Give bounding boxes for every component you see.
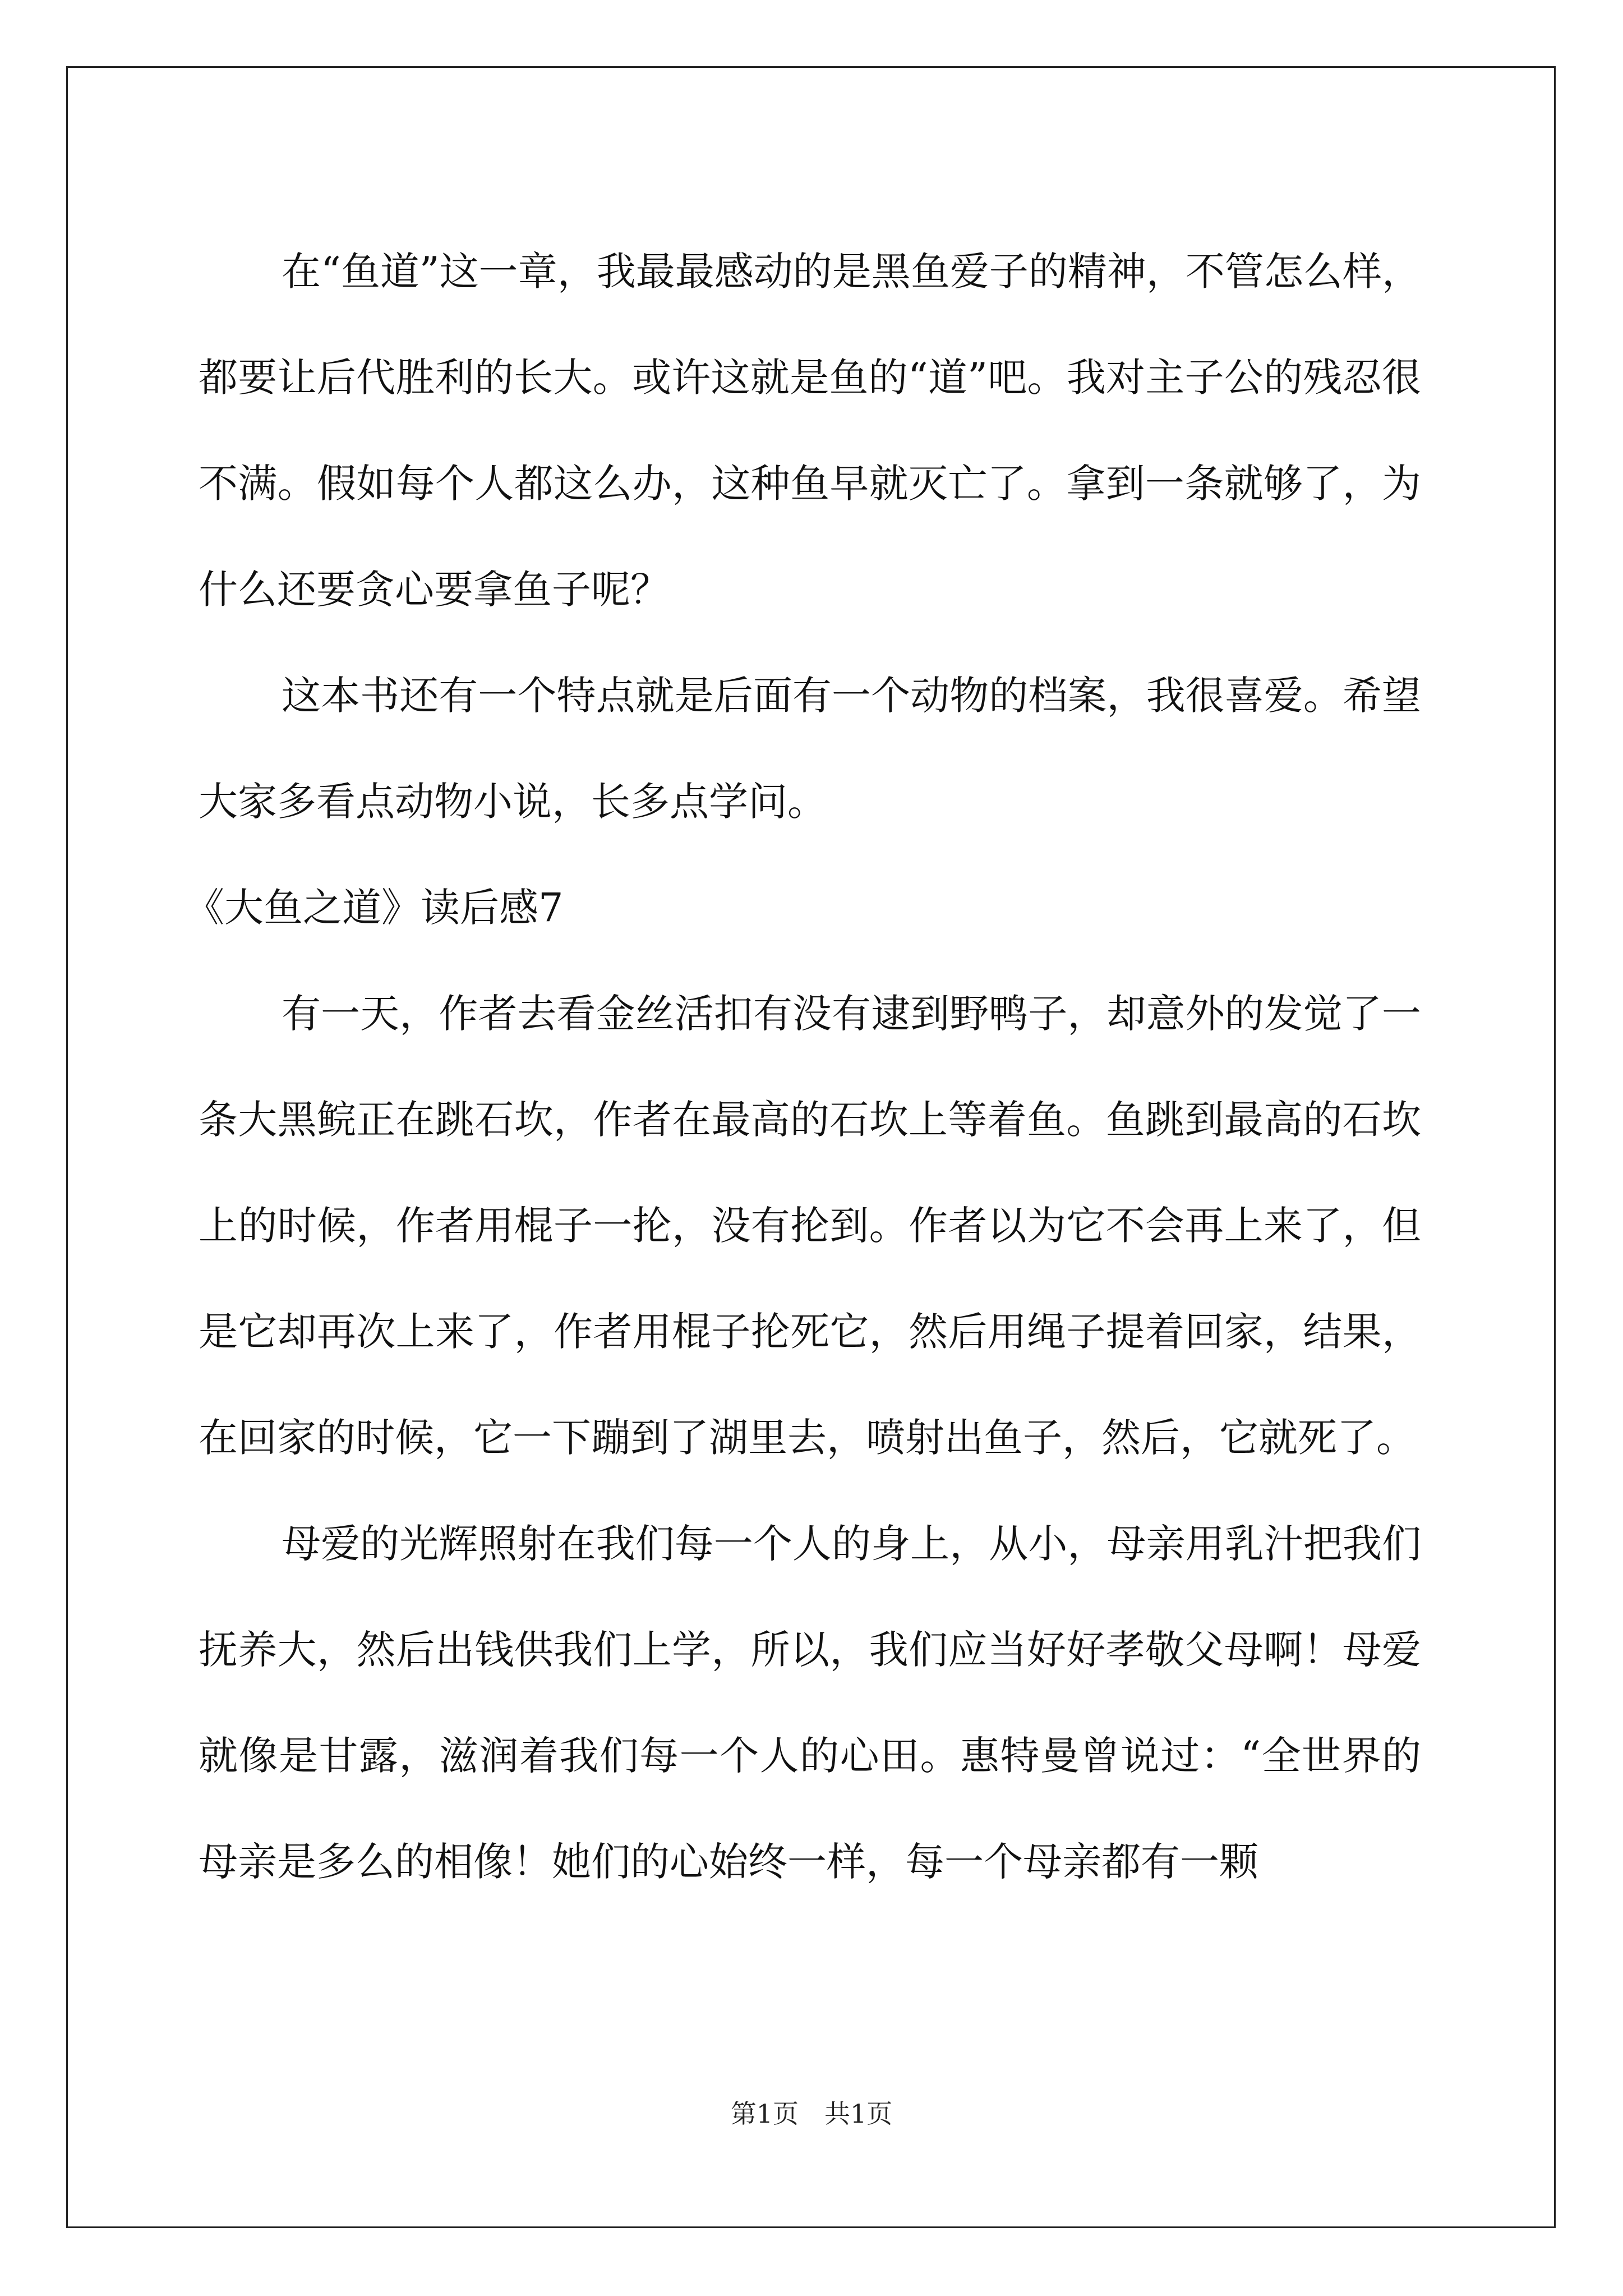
paragraph: 有一天，作者去看金丝活扣有没有逮到野鸭子，却意外的发觉了一条大黑鲩正在跳石坎，作者在最高的石坎上等着鱼。鱼跳到最高的石坎上的时候，作者用棍子一抡，没有抡到。作者以为它不会再上来了，但是它却再次上来了，作者用棍子抡死它，然后用绳子提着回家，结果，在回家的时候，它一下蹦到了湖里去，喷射出鱼子，然后，它就死了。 <box>199 991 1421 1461</box>
document-body <box>185 219 1421 1915</box>
paragraph: 这本书还有一个特点就是后面有一个动物的档案，我很喜爱。希望大家多看点动物小说，长多点学问。 <box>199 673 1421 825</box>
paragraph: 母爱的光辉照射在我们每一个人的身上，从小，母亲用乳汁把我们抚养大，然后出钱供我们上学，所以，我们应当好好孝敬父母啊！母爱就像是甘露，滋润着我们每一个人的心田。惠特曼曾说过：“全世界的母亲是多么的相像！她们的心始终一样，每一个母亲都有一颗 <box>199 1521 1421 1885</box>
page-footer: 第1页 共1页 <box>730 2099 893 2129</box>
section-heading: 《大鱼之道》读后感7 <box>185 885 564 931</box>
paragraph: 在“鱼道”这一章，我最最感动的是黑鱼爱子的精神，不管怎么样，都要让后代胜利的长大。或许这就是鱼的“道”吧。我对主子公的残忍很不满。假如每个人都这么办，这种鱼早就灭亡了。拿到一条就够了，为什么还要贪心要拿鱼子呢？ <box>199 249 1421 613</box>
